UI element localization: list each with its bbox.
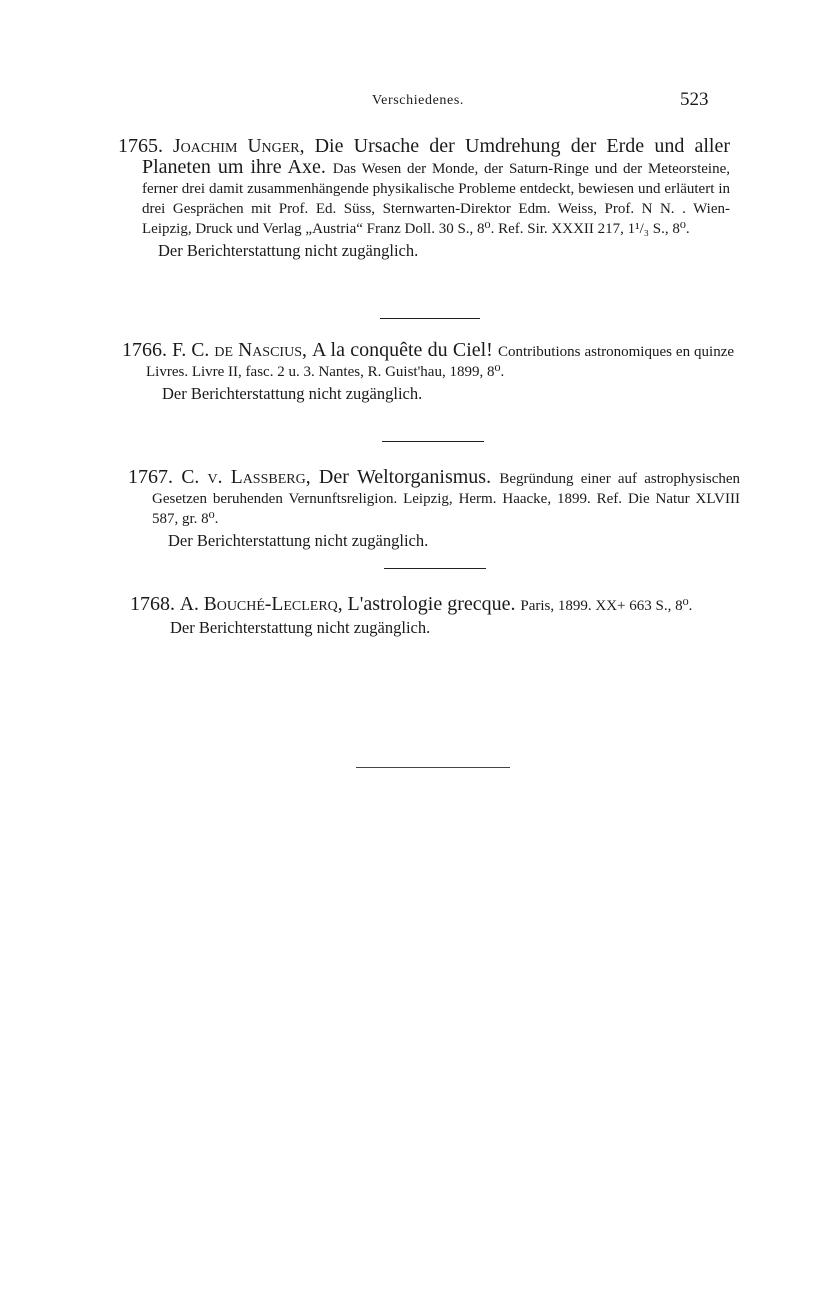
separator-rule [382,441,484,442]
bibliography-entry [118,136,730,261]
running-head [0,91,827,115]
entry-title: A la conquête du Ciel! [311,339,493,361]
entry-number: 1765. [118,135,163,157]
bibliography-entry [130,594,742,638]
entry-note: Der Berichterstattung nicht zugänglich. [162,384,423,403]
entry-number: 1766. [122,339,167,361]
entry-author: A. Bouché-Leclerq, [179,594,343,615]
entry-citation [122,340,734,381]
page-number: 523 [680,89,709,110]
entry-author: C. v. Lassberg, [181,467,311,488]
entry-author: Joachim Unger, [173,136,305,157]
entry-title: Der Weltorganismus. [318,466,492,488]
entry-number: 1767. [128,466,173,488]
entry-citation [118,136,730,238]
bibliography-entry [122,340,734,404]
running-title: Verschiedenes. [372,93,464,108]
separator-rule [380,318,480,319]
entry-details: Das Wesen der Monde, der Saturn-Ringe und der Meteorsteine, ferner drei damit zusammenhängende physikalische Probleme entdeckt, bewiesen und erläutert in drei Gesprächen mit Prof. Ed. Süss, Sternwarten-Direktor Edm. Weiss, Prof. N N. . Wien-Leipzig, Druck und Verlag „Austria“ Franz Doll. 30 S., 8⁰. Ref. Sir. XXXII 217, 1¹/₃ S., 8⁰. [142,161,731,237]
separator-rule [384,568,486,569]
entry-citation [128,467,740,528]
entry-number: 1768. [130,593,175,615]
entry-title: Die Ursache der Umdrehung der Erde und aller Planeten um ihre Axe. [142,135,731,178]
entry-citation [130,594,742,615]
bibliography-entry [128,467,740,551]
entry-title: L'astrologie grecque. [347,593,516,615]
entry-details: Contributions astronomiques en quinze Livres. Livre II, fasc. 2 u. 3. Nantes, R. Guist'hau, 1899, 8⁰. [146,344,735,380]
entry-author: F. C. de Nascius, [172,340,307,361]
entry-details: Begründung einer auf astrophysischen Gesetzen beruhenden Vernunftsreligion. Leipzig, Herm. Haacke, 1899. Ref. Die Natur XLVIII 587, gr. 8⁰. [152,471,741,527]
entry-details: Paris, 1899. XX+ 663 S., 8⁰. [520,598,693,614]
closing-rule [356,767,510,768]
entry-note: Der Berichterstattung nicht zugänglich. [158,241,419,260]
entry-note: Der Berichterstattung nicht zugänglich. [170,618,431,637]
entry-note: Der Berichterstattung nicht zugänglich. [168,531,429,550]
